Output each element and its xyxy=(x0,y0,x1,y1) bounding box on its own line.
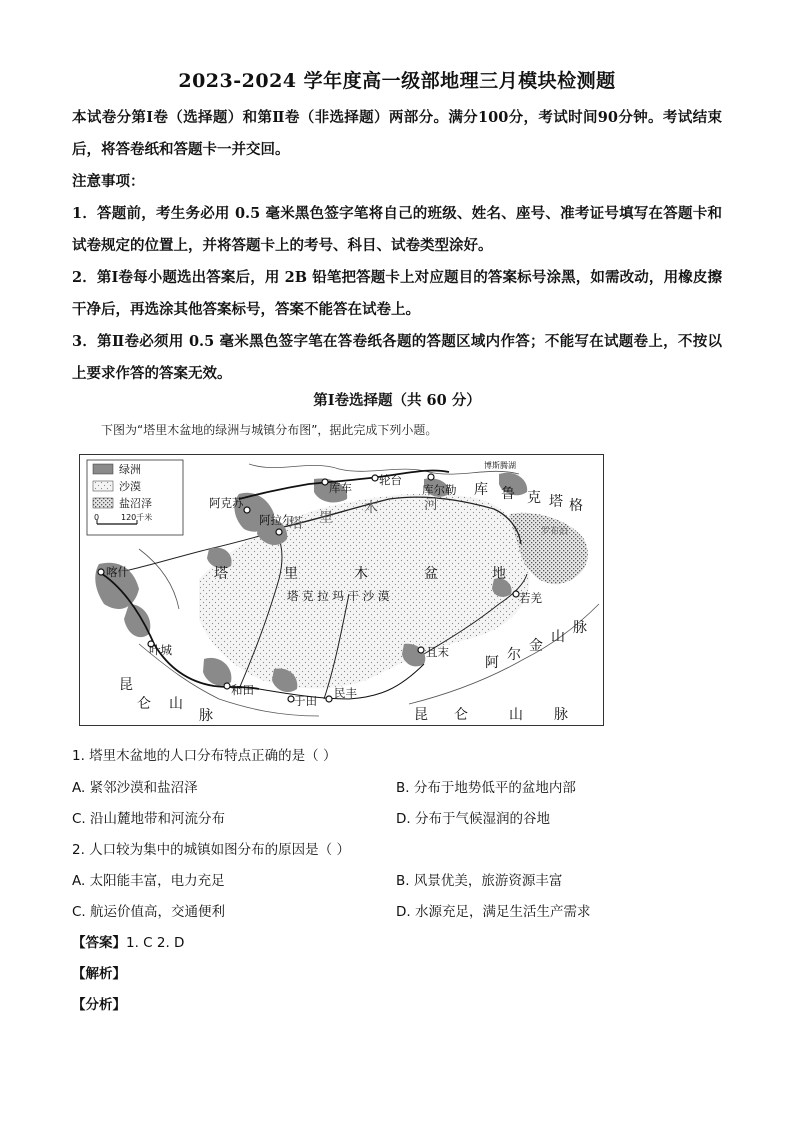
label-lopnur: 罗布泊 xyxy=(541,527,569,537)
label-kunlun-e-3: 山 xyxy=(509,707,523,723)
label-altun-1: 阿 xyxy=(485,655,499,671)
label-kuluk-2: 鲁 xyxy=(501,486,515,502)
city-akesu: 阿克苏 xyxy=(209,496,244,510)
city-kuerle: 库尔勒 xyxy=(422,483,457,497)
q1-option-d: D. 分布于气候湿润的谷地 xyxy=(396,811,550,827)
city-luntai: 轮台 xyxy=(379,473,402,487)
analysis-tag: 【解析】 xyxy=(72,966,126,982)
label-bosten-lake: 博斯腾湖 xyxy=(484,461,516,470)
label-kunlun-w-2: 仑 xyxy=(137,696,151,712)
label-river-1: 塔 xyxy=(289,516,303,532)
label-taklamakan: 塔 克 拉 玛 干 沙 漠 xyxy=(287,589,390,603)
scale-zero: 0 xyxy=(94,513,100,522)
label-kunlun-e-1: 昆 xyxy=(414,707,428,723)
label-altun-4: 山 xyxy=(551,629,565,645)
label-altun-2: 尔 xyxy=(507,647,521,663)
city-ruoqiang: 若羌 xyxy=(519,591,542,605)
scale-km: 120千米 xyxy=(121,513,153,522)
notice-item-3: 3．第Ⅱ卷必须用 0.5 毫米黑色签字笔在答卷纸各题的答题区域内作答；不能写在试题卷上，不按以上要求作答的答案无效。 xyxy=(72,333,722,382)
q2-option-a: A. 太阳能丰富，电力充足 xyxy=(72,873,225,889)
legend-marsh-swatch xyxy=(93,498,113,508)
map-legend xyxy=(87,460,183,535)
fenxi-line xyxy=(72,993,126,1013)
label-tarim-5: 地 xyxy=(492,566,506,582)
legend-oasis-swatch xyxy=(93,464,113,474)
label-river-4: 河 xyxy=(424,497,438,513)
label-tarim-2: 里 xyxy=(284,566,298,582)
q1-option-b: B. 分布于地势低平的盆地内部 xyxy=(396,780,576,796)
page-title: 2023-2024 学年度高一级部地理三月模块检测题 xyxy=(178,70,616,92)
label-altun-5: 脉 xyxy=(573,620,587,636)
label-kunlun-w-1: 昆 xyxy=(119,677,133,693)
label-kuluk-1: 库 xyxy=(474,482,488,498)
answer-text: 1. C 2. D xyxy=(126,935,185,951)
label-kunlun-e-4: 脉 xyxy=(554,707,568,723)
q2-option-c: C. 航运价值高，交通便利 xyxy=(72,904,226,920)
label-tarim-1: 塔 xyxy=(214,566,228,582)
city-kashi: 喀什 xyxy=(106,565,129,579)
label-tarim-4: 盆 xyxy=(424,566,438,582)
legend-desert-swatch xyxy=(93,481,113,491)
label-river-2: 里 xyxy=(319,510,333,526)
city-yecheng: 叶城 xyxy=(149,643,172,657)
city-qiemo: 且末 xyxy=(426,645,449,659)
analysis-line xyxy=(72,962,126,982)
map-caption: 下图为“塔里木盆地的绿洲与城镇分布图”，据此完成下列小题。 xyxy=(101,423,438,437)
q2-option-d: D. 水源充足，满足生活生产需求 xyxy=(396,904,591,920)
notice-item-1: 1．答题前，考生务必用 0.5 毫米黑色签字笔将自己的班级、姓名、座号、准考证号填写在答题卡和试卷规定的位置上，并将答题卡上的考号、科目、试卷类型涂好。 xyxy=(72,205,722,254)
legend-marsh-label: 盐沼泽 xyxy=(119,497,152,510)
city-alaer: 阿拉尔 xyxy=(259,513,294,527)
question-1-stem: 1. 塔里木盆地的人口分布特点正确的是（ ） xyxy=(72,748,337,764)
label-river-3: 木 xyxy=(364,500,378,516)
answer-line xyxy=(72,931,184,951)
tarim-basin-map xyxy=(79,454,604,726)
label-altun-3: 金 xyxy=(529,638,543,654)
q1-option-c: C. 沿山麓地带和河流分布 xyxy=(72,811,226,827)
q1-option-a: A. 紧邻沙漠和盐沼泽 xyxy=(72,780,198,796)
question-2-stem: 2. 人口较为集中的城镇如图分布的原因是（ ） xyxy=(72,842,350,858)
city-kuche: 库车 xyxy=(329,481,352,495)
legend-oasis-label: 绿洲 xyxy=(119,463,141,476)
city-yutian: 于田 xyxy=(294,694,317,708)
city-hetian: 和田 xyxy=(231,683,254,697)
label-tarim-3: 木 xyxy=(354,566,368,582)
label-kunlun-e-2: 仑 xyxy=(454,707,468,723)
legend-desert-label: 沙漠 xyxy=(119,480,141,493)
label-kuluk-4: 塔 xyxy=(549,494,563,510)
label-kunlun-w-4: 脉 xyxy=(199,708,213,724)
city-minfeng: 民丰 xyxy=(334,686,357,700)
intro-paragraph: 本试卷分第Ⅰ卷（选择题）和第Ⅱ卷（非选择题）两部分。满分100分，考试时间90分钟。考试结束后，将答卷纸和答题卡一并交回。 xyxy=(72,109,722,158)
label-kunlun-w-3: 山 xyxy=(169,696,183,712)
label-kuluk-3: 克 xyxy=(527,490,541,506)
notice-title: 注意事项： xyxy=(72,173,145,190)
section-title: 第Ⅰ卷选择题（共 60 分） xyxy=(313,392,481,409)
answer-tag: 【答案】 xyxy=(72,935,126,951)
q2-option-b: B. 风景优美，旅游资源丰富 xyxy=(396,873,563,889)
label-kuluk-5: 格 xyxy=(569,498,583,514)
notice-item-2: 2．第Ⅰ卷每小题选出答案后，用 2B 铅笔把答题卡上对应题目的答案标号涂黑，如需改动，用橡皮擦干净后，再选涂其他答案标号，答案不能答在试卷上。 xyxy=(72,269,722,318)
fenxi-tag: 【分析】 xyxy=(72,997,126,1013)
